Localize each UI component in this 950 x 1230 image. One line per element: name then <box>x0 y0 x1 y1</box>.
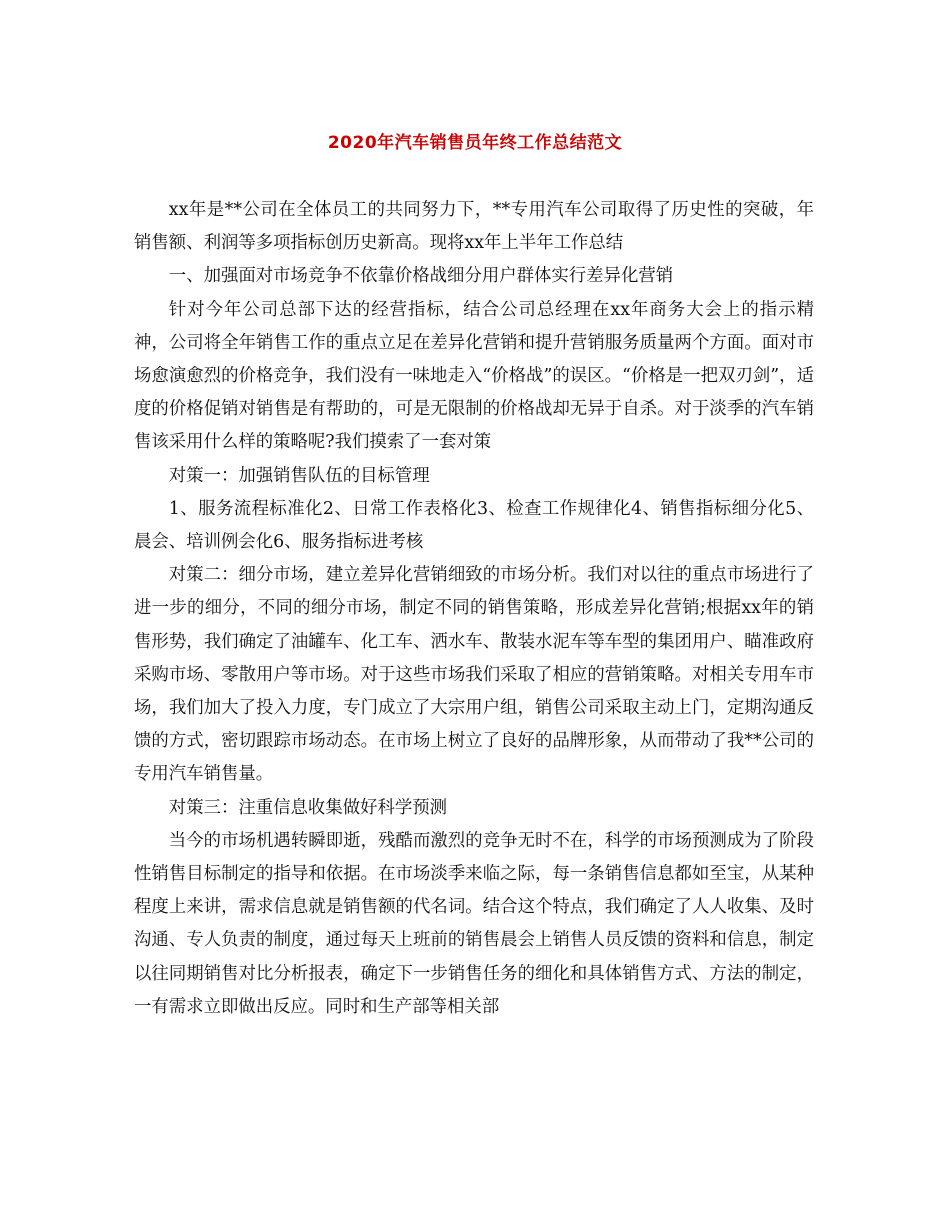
paragraph-intro: xx年是**公司在全体员工的共同努力下，**专用汽车公司取得了历史性的突破，年销售额、利润等多项指标创历史新高。现将xx年上半年工作总结 <box>134 200 814 254</box>
measure-list-1: 1、服务流程标准化2、日常工作表格化3、检查工作规律化4、销售指标细分化5、晨会、培训例会化6、服务指标进考核 <box>134 498 814 553</box>
document-title: 2020年汽车销售员年终工作总结范文 <box>327 133 623 153</box>
measure-heading-3: 对策三：注重信息收集做好科学预测 <box>168 797 448 818</box>
measure-heading-1: 对策一：加强销售队伍的目标管理 <box>168 465 430 486</box>
section-heading-1: 一、加强面对市场竞争不依靠价格战细分用户群体实行差异化营销 <box>168 266 674 287</box>
paragraph-measure-3: 当今的市场机遇转瞬即逝，残酷而激烈的竞争无时不在，科学的市场预测成为了阶段性销售目标制定的指导和依据。在市场淡季来临之际，每一条销售信息都如至宝，从某种程度上来讲，需求信息就是销售额的代名词。结合这个特点，我们确定了人人收集、及时沟通、专人负责的制度，通过每天上班前的销售晨会上销售人员反馈的资料和信息，制定以往同期销售对比分析报表，确定下一步销售任务的细化和具体销售方式、方法的制定，一有需求立即做出反应。同时和生产部等相关部 <box>134 830 814 1017</box>
paragraph-strategy: 针对今年公司总部下达的经营指标，结合公司总经理在xx年商务大会上的指示精神，公司将全年销售工作的重点立足在差异化营销和提升营销服务质量两个方面。面对市场愈演愈烈的价格竞争，我们没有一味地走入“价格战”的误区。“价格是一把双刃剑”，适度的价格促销对销售是有帮助的，可是无限制的价格战却无异于自杀。对于淡季的汽车销售该采用什么样的策略呢?我们摸索了一套对策 <box>134 299 814 453</box>
paragraph-measure-2: 对策二：细分市场，建立差异化营销细致的市场分析。我们对以往的重点市场进行了进一步的细分，不同的细分市场，制定不同的销售策略，形成差异化营销;根据xx年的销售形势，我们确定了油罐车、化工车、洒水车、散装水泥车等车型的集团用户、瞄准政府采购市场、零散用户等市场。对于这些市场我们采取了相应的营销策略。对相关专用车市场，我们加大了投入力度，专门成立了大宗用户组，销售公司采取主动上门，定期沟通反馈的方式，密切跟踪市场动态。在市场上树立了良好的品牌形象，从而带动了我**公司的专用汽车销售量。 <box>134 565 814 785</box>
document-body <box>134 194 814 1024</box>
